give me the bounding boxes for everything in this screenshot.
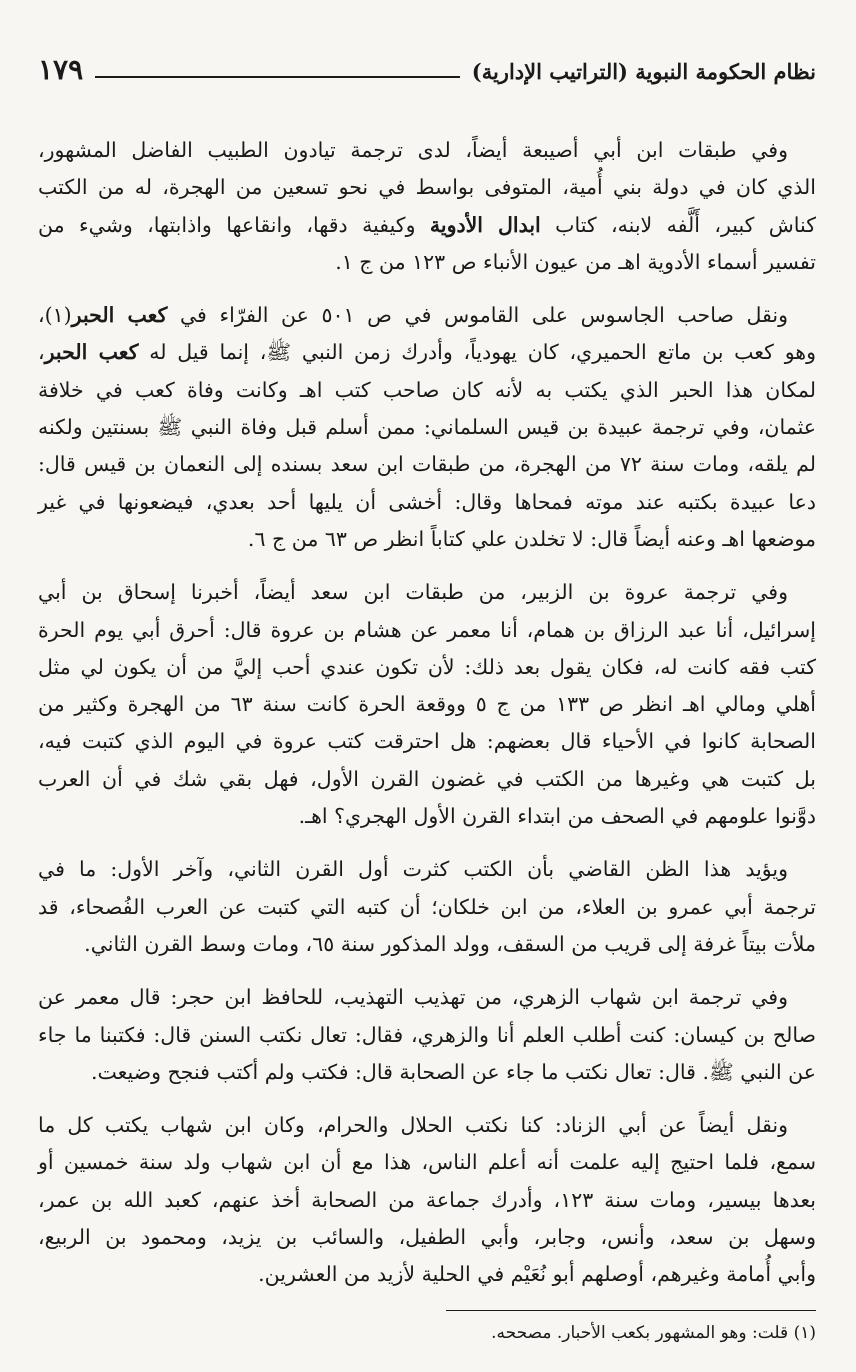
paragraph xyxy=(38,979,816,1091)
text-line: دعا عبيدة بكتبه عند موته فمحاها وقال: أخشى أن يليها أحد بعدي، فيضعونها في غير xyxy=(38,489,816,514)
footnote: (١) قلت: وهو المشهور بكعب الأحبار. مصححه. xyxy=(491,1323,816,1343)
text-line: عن النبي ﷺ. قال: تعال نكتب ما جاء عن الصحابة قال: فكتب ولم أكتب فنجح وضيعت. xyxy=(90,1059,816,1084)
text-line: ونقل صاحب الجاسوس على القاموس في ص ٥٠١ عن الفرّاء في كعب الحبر(١)، xyxy=(38,303,789,328)
text-line: وأبي أُمامة وغيرهم، أوصلهم أبو نُعَيْم في الحلية لأزيد من العشرين. xyxy=(258,1262,816,1287)
text-line: وفي ترجمة عروة بن الزبير، من طبقات ابن سعد أيضاً، أخبرنا إسحاق بن أبي xyxy=(38,580,788,605)
text-line: دوَّنوا علومهم في الصحف من ابتداء القرن الأول الهجري؟ اهـ. xyxy=(298,804,816,829)
text-line: إسرائيل، أنا عبد الرزاق بن همام، أنا معمر عن هشام بن عروة قال: أحرق أبي يوم الحرة xyxy=(38,617,816,642)
bold-term: ابدال الأدوية xyxy=(429,212,541,237)
text-line: ونقل أيضاً عن أبي الزناد: كنا نكتب الحلال والحرام، وكان ابن شهاب يكتب كل ما xyxy=(38,1113,788,1138)
page-number: ١٧٩ xyxy=(38,53,84,86)
text-line: كناش كبير، أَلَّفه لابنه، كتاب ابدال الأدوية وكيفية دقها، وانقاعها واذابتها، وشيء من xyxy=(38,212,817,237)
text-line: لمكان هذا الحبر الذي يكتب به لأنه كان صاحب كتب اهـ وكانت وفاة كعب في خلافة xyxy=(38,377,816,402)
text-line: ترجمة أبي عمرو بن العلاء، من ابن خلكان؛ أن كتبه التي كتبت عن العرب الفُصحاء، قد xyxy=(38,894,816,919)
text-line: وفي ترجمة ابن شهاب الزهري، من تهذيب التهذيب، للحافظ ابن حجر: قال معمر عن xyxy=(38,985,788,1010)
text-line: لم يلقه، ومات سنة ٧٢ من الهجرة، من طبقات ابن سعد بسنده إلى النعمان بن قيس قال: xyxy=(38,452,816,477)
text-line: الصحابة كانوا في الأحياء قال بعضهم: هل احترقت كتب عروة في اليوم الذي كتبت فيه، xyxy=(38,729,816,754)
text-line: صالح بن كيسان: كنت أطلب العلم أنا والزهري، فقال: تعال نكتب السنن قال: فكتبنا ما جاء xyxy=(38,1022,816,1047)
text-line: سمع، فلما احتيج إليه علمت أنه أعلم الناس، هذا مع أن ابن شهاب ولد سنة خمسين أو xyxy=(38,1150,816,1175)
paragraph xyxy=(38,297,816,558)
main-text xyxy=(38,132,816,1294)
text-line: بل كتبت هي وغيرها من الكتب في غضون القرن الأول، فهل بقي شك في أن العرب xyxy=(38,766,816,791)
text-line: وفي طبقات ابن أبي أصيبعة أيضاً، لدى ترجمة تيادون الطبيب الفاضل المشهور، xyxy=(38,138,788,162)
text-line: كتب فقه كانت له، فكان يقول بعد ذلك: لأن تكون عندي أحب إليَّ من أن يكون لي مثل xyxy=(38,654,816,679)
text-line: بعدها بيسير، ومات سنة ١٢٣، وأدرك جماعة من الصحابة أخذ عنهم، كعبد الله بن عمر، xyxy=(38,1187,816,1212)
paragraph xyxy=(38,132,816,281)
header-rule xyxy=(95,76,460,78)
text-line: وسهل بن سعد، وأنس، وجابر، وأبي الطفيل، والسائب بن يزيد، ومحمود بن الربيع، xyxy=(38,1225,816,1250)
text-line: ملأت بيتاً غرفة إلى قريب من السقف، وولد المذكور سنة ٦٥، ومات وسط القرن الثاني. xyxy=(84,931,816,956)
paragraph xyxy=(38,574,816,835)
text-line: ويؤيد هذا الظن القاضي بأن الكتب كثرت أول القرن الثاني، وآخر الأول: ما في xyxy=(38,857,788,882)
footnote-separator xyxy=(446,1310,816,1311)
bold-term: كعب الحبر xyxy=(44,340,139,365)
paragraph xyxy=(38,1107,816,1293)
text-line: عثمان، وفي ترجمة عبيدة بن قيس السلماني: ممن أسلم قبل وفاة النبي ﷺ بسنتين ولكنه xyxy=(38,415,816,440)
paragraph xyxy=(38,851,816,963)
bold-term: كعب الحبر xyxy=(71,303,168,328)
running-header xyxy=(38,40,816,84)
text-line: وهو كعب بن ماتع الحميري، كان يهودياً، وأدرك زمن النبي ﷺ، إنما قيل له كعب الحبر، xyxy=(38,340,816,365)
text-line: موضعها اهـ وعنه أيضاً قال: لا تخلدن علي كتاباً انظر ص ٦٣ من ج ٦. xyxy=(247,526,816,551)
text-line: الذي كان في دولة بني أُمية، المتوفى بواسط في نحو تسعين من الهجرة، له من الكتب xyxy=(38,175,816,200)
text-line: تفسير أسماء الأدوية اهـ من عيون الأنباء ص ١٢٣ من ج ١. xyxy=(335,249,816,274)
header-title: نظام الحكومة النبوية (التراتيب الإدارية) xyxy=(471,59,816,84)
text-line: أهلي ومالي اهـ انظر ص ١٣٣ من ج ٥ ووقعة الحرة كانت سنة ٦٣ من الهجرة وكثير من xyxy=(38,692,816,717)
